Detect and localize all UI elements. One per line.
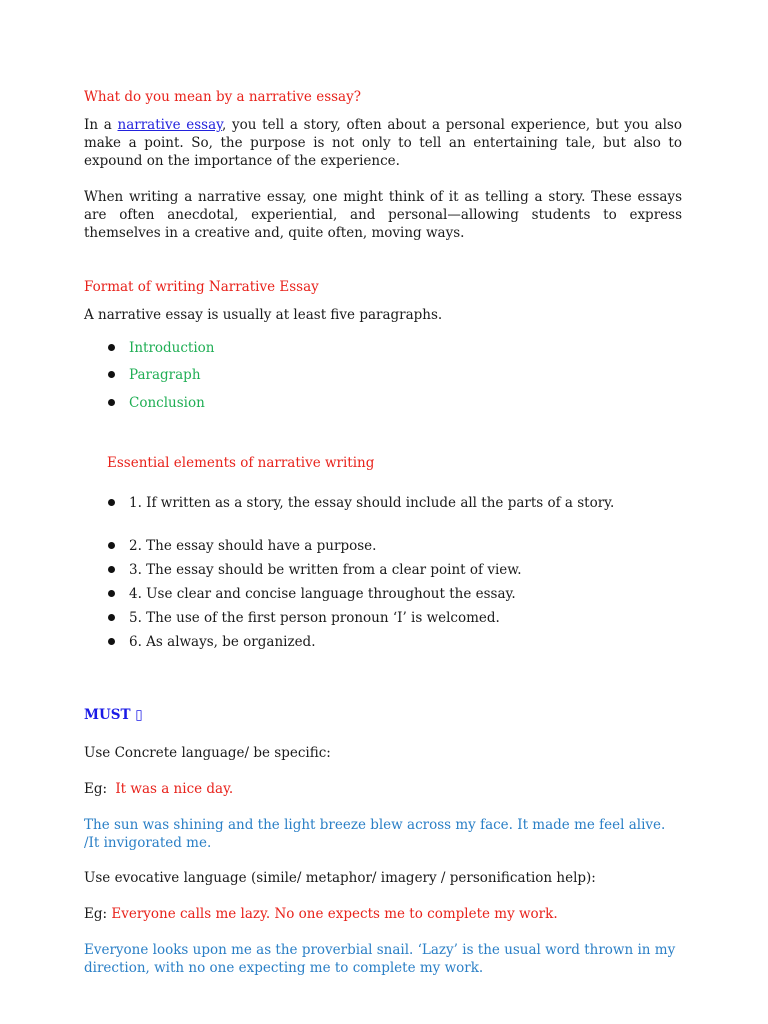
bullet-icon [108,590,115,597]
paragraph-definition [84,116,682,170]
paragraph-prefix: In a [84,117,118,133]
concrete-language-intro: Use Concrete language/ be specific: [84,745,331,761]
list-item: 1. If written as a story, the essay should include all the parts of a story. [84,494,682,537]
bullet-icon [108,399,115,406]
concrete-example [84,780,682,798]
bullet-icon [108,638,115,645]
bullet-icon [108,614,115,621]
example-weak-text: Everyone calls me lazy. No one expects me to complete my work. [111,906,558,922]
paragraph-five-paragraphs: A narrative essay is usually at least five paragraphs. [84,307,443,323]
format-list [84,339,682,412]
elements-list [84,494,682,651]
list-item: 4. Use clear and concise language throughout the essay. [84,585,682,609]
must-heading: MUST ▯ [84,707,143,723]
heading-narrative-essay: What do you mean by a narrative essay? [84,89,361,105]
paragraph-rest: , you tell a story, often about a personal experience, but you also make a point. So, the purpose is not only to tell an entertaining tale, but also to expound on the importance of the experience. [84,117,682,169]
heading-format: Format of writing Narrative Essay [84,279,319,295]
bullet-icon [108,344,115,351]
list-item: 3. The essay should be written from a clear point of view. [84,561,682,585]
evocative-example [84,905,682,923]
paragraph-telling-story: When writing a narrative essay, one might think of it as telling a story. These essays are often anecdotal, experiential, and personal—allowing students to express themselves in a creative and, quite often, moving ways. [84,189,682,241]
heading-essential-elements: Essential elements of narrative writing [107,455,375,471]
list-item: Paragraph [84,366,682,394]
evocative-better-example: Everyone looks upon me as the proverbial snail. ‘Lazy’ is the usual word thrown in my direction, with no one expecting me to complete my work. [84,942,676,976]
example-label: Eg: [84,781,112,797]
concrete-better-example: The sun was shining and the light breeze blew across my face. It made me feel alive. /It invigorated me. [84,817,666,851]
bullet-icon [108,566,115,573]
list-item: 5. The use of the first person pronoun ‘I’ is welcomed. [84,609,682,633]
list-item: Conclusion [84,394,682,412]
list-item: 6. As always, be organized. [84,633,682,651]
bullet-icon [108,542,115,549]
list-item: 2. The essay should have a purpose. [84,537,682,561]
example-label: Eg: [84,906,112,922]
narrative-essay-link[interactable]: narrative essay [117,117,222,133]
list-item: Introduction [84,339,682,366]
example-weak-text: It was a nice day. [115,781,234,797]
bullet-icon [108,499,115,506]
bullet-icon [108,371,115,378]
evocative-language-intro: Use evocative language (simile/ metaphor/ imagery / personification help): [84,870,596,886]
